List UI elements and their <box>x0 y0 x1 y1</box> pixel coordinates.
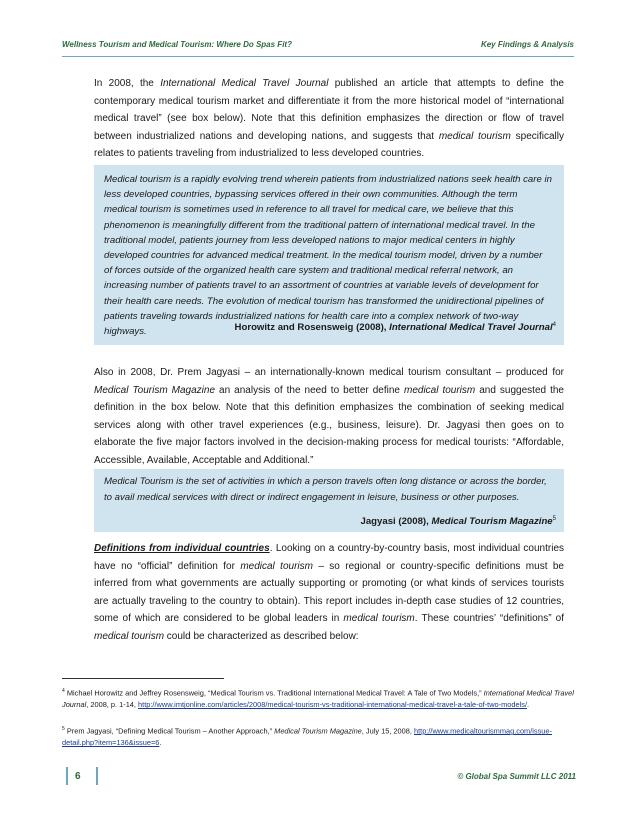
quote-attribution <box>235 322 556 333</box>
footnote-separator <box>62 678 224 679</box>
footnote-number: 5 <box>62 726 65 732</box>
text-run: Prem Jagyasi, “Defining Medical Tourism – Another Approach,” <box>64 726 275 736</box>
footnote-link[interactable]: http://www.imtjonline.com/articles/2008/medical-tourism-vs-traditional-international-medical-travel-a-tale-of-two-models/ <box>138 700 527 710</box>
quote-attribution <box>361 516 556 527</box>
header-rule <box>62 56 574 57</box>
quote-text: Medical tourism is a rapidly evolving trend wherein patients from industrialized nations seek health care in less developed countries, bypassing services offered in their own communities. Although the term medical tourism is sometimes used in reference to all travel for medical care, we believe that this phenomenon is meaningfully different from the traditional pattern of international medical travel. In the traditional model, patients journey from less developed nations to major medical centers in highly developed countries for advanced medical treatment. In the medical tourism model, driven by a number of forces outside of the organized health care system and traditional medical referral network, an increasing number of patients travel to an assortment of countries at variable levels of development for their health care needs. The evolution of medical tourism has transformed the unidirectional pipelines of patients traveling towards industrialized nations for health care into a complex network of two-way highways. <box>104 174 552 338</box>
running-header <box>62 40 574 54</box>
text-run: In 2008, the <box>94 78 161 89</box>
footer-bar-right <box>96 767 98 785</box>
footnote-marker[interactable]: 4 <box>552 322 556 328</box>
term-medical-tourism: medical tourism <box>240 560 313 572</box>
term-medical-tourism: medical tourism <box>343 613 415 624</box>
magazine-title: Medical Tourism Magazine <box>274 726 362 736</box>
attribution-author: Jagyasi (2008), <box>360 516 432 528</box>
quote-box-horowitz <box>94 165 564 345</box>
footnote-5 <box>62 724 577 749</box>
page-number: 6 <box>75 771 81 782</box>
text-run: specifically relates to patients traveling from industrialized to less developed countries. <box>94 130 564 159</box>
attribution-source: International Medical Travel Journal <box>389 322 553 334</box>
text-run: – so regional or country-specific definitions must be inferred from what governments are actually supporting or promoting (or what kinds of services tourists are actually traveling to the country to obtain). This report includes in-depth case studies of 12 countries, some of which are considered to be global leaders in <box>94 560 564 624</box>
term-medical-tourism: medical tourism <box>94 630 165 642</box>
text-run: published an article that attempts to define the contemporary medical tourism market and differentiate it from the more historical model of “international medical travel” (see box below). Note that this definition emphasizes the direction or flow of travel between industrialized nations and developing nations, and suggests that <box>94 78 564 142</box>
header-section: Key Findings & Analysis <box>480 40 574 49</box>
footnote-4 <box>62 686 577 711</box>
text-run: an analysis of the need to better define <box>215 384 404 396</box>
attribution-source: Medical Tourism Magazine <box>431 516 553 528</box>
term-medical-tourism: medical tourism <box>403 384 476 396</box>
text-run: , July 15, 2008, <box>361 726 414 736</box>
journal-title: International Medical Travel Journal <box>160 78 329 89</box>
footnote-marker[interactable]: 5 <box>552 516 556 522</box>
footer-bar-left <box>66 767 68 785</box>
text-run: Also in 2008, Dr. Prem Jagyasi – an internationally-known medical tourism consultant – produced for <box>94 367 564 378</box>
footnote-link[interactable]: http://www.medicaltourismmag.com/issue-detail.php?item=136&issue=6 <box>62 726 552 748</box>
text-run: . <box>527 700 530 710</box>
text-run: . These countries’ “definitions” of <box>414 613 564 624</box>
paragraph-jagyasi <box>94 364 564 469</box>
journal-title: International Medical Travel Journal <box>62 688 574 710</box>
quote-box-jagyasi <box>94 469 564 532</box>
paragraph-country-definitions <box>94 540 564 645</box>
text-run: , 2008, p. 1-14, <box>86 700 139 710</box>
text-run: Michael Horowitz and Jeffrey Rosensweig, “Medical Tourism vs. Traditional International Medical Travel: A Tale of Two Models,” <box>64 688 484 698</box>
text-run: . Looking on a country-by-country basis, most individual countries have no “official” definition for <box>94 543 565 572</box>
text-run: and suggested the definition in the box below. Note that this definition emphasizes the combination of seeking medical services along with other travel experiences (e.g., business, leisure). Dr. Jagyasi then goes on to elaborate the five major factors involved in the decision-making process for medical tourists: “Affordable, Accessible, Available, Acceptable and Additional.” <box>94 384 564 466</box>
subheading-inline: Definitions from individual countries <box>94 543 270 554</box>
text-run: could be characterized as described below: <box>164 630 359 642</box>
footnote-number: 4 <box>62 688 65 694</box>
text-run: . <box>159 738 162 748</box>
term-medical-tourism: medical tourism <box>438 130 511 142</box>
magazine-title: Medical Tourism Magazine <box>94 384 216 396</box>
attribution-author: Horowitz and Rosensweig (2008), <box>234 322 390 334</box>
paragraph-imtj <box>94 75 564 163</box>
footer-copyright: © Global Spa Summit LLC 2011 <box>457 772 576 781</box>
header-title: Wellness Tourism and Medical Tourism: Where Do Spas Fit? <box>62 40 292 49</box>
quote-text: Medical Tourism is the set of activities in which a person travels often long distance or across the border, to avail medical services with direct or indirect engagement in leisure, business or other purposes. <box>104 476 547 503</box>
